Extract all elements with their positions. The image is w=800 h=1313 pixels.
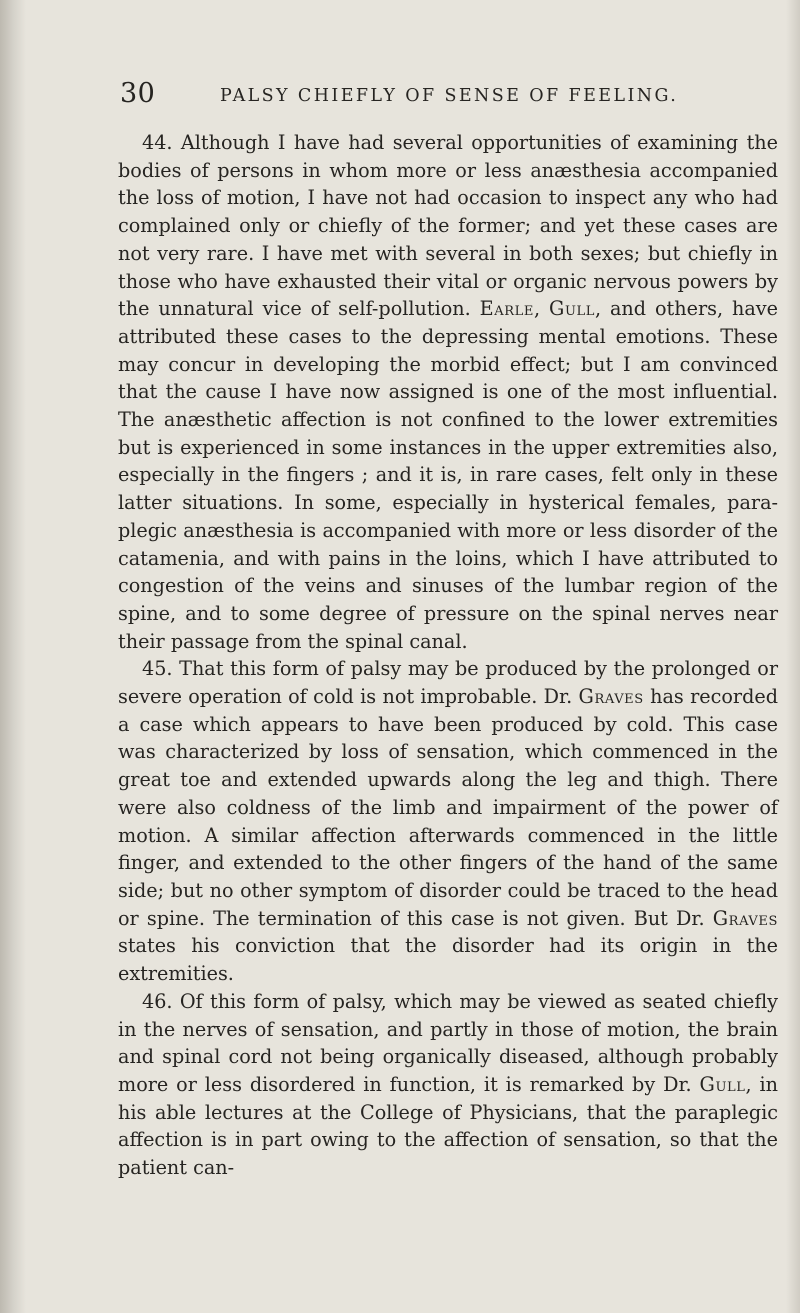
- author-name: Gull: [549, 297, 595, 321]
- running-head: PALSY CHIEFLY OF SENSE OF FEELING.: [220, 86, 679, 106]
- page-body: [118, 129, 778, 1182]
- paragraph-text: states his conviction that the disorder had its origin in the extremities.: [118, 934, 778, 986]
- page-header: [118, 74, 778, 114]
- paragraph-text: , in his able lectures at the College of Physicians, that the paraplegic affection is in part owing to the affection of sensation, so that the patient can-: [118, 1072, 778, 1180]
- author-name: Earle: [479, 297, 534, 321]
- page-edge-shadow: [786, 0, 800, 1313]
- paragraph-text: 45. That this form of palsy may be produced by the prolonged or severe operation of cold is not improbable. Dr.: [118, 657, 778, 709]
- author-name: Graves: [578, 685, 644, 709]
- book-page: [118, 74, 778, 1304]
- paragraph-text: , and others, have attributed these cases to the depressing mental emotions. These may concur in developing the morbid effect; but I am convinced that the cause I have now assigned is one of the most influential. The anæsthetic affection is not confined to the lower extremities but is experienced in some instances in the upper extremities also, especially in the fingers ; and it is, in rare cases, felt only in these latter situations. In some, especially in hysterical females, paraplegic anæsthesia is accompanied with more or less disorder of the catamenia, and with pains in the loins, which I have attributed to congestion of the veins and sinuses of the lumbar region of the spine, and to some degree of pressure on the spinal nerves near their passage from the spinal canal.: [118, 297, 779, 653]
- paragraph-text: 44. Although I have had several opportunities of examining the bodies of persons in whom more or less anæsthesia accompanied the loss of motion, I have not had occasion to inspect any who had complained only or chiefly of the former; and yet these cases are not very rare. I have met with several in both sexes; but chiefly in those who have exhausted their vital or organic nervous powers by the unnatural vice of self-pollution.: [118, 131, 778, 321]
- paragraph-text: ,: [533, 297, 550, 321]
- page-number: 30: [120, 78, 156, 109]
- author-name: Gull: [699, 1072, 746, 1096]
- author-name: Graves: [712, 906, 778, 930]
- paragraph-text: 46. Of this form of palsy, which may be viewed as seated chiefly in the nerves of sensation, and partly in those of motion, the brain and spinal cord not being organically diseased, although probably more or less disordered in function, it is remarked by Dr.: [118, 989, 778, 1096]
- paragraph-44: [118, 129, 778, 655]
- paragraph-46: [118, 988, 778, 1182]
- paragraph-45: [118, 655, 778, 987]
- paragraph-text: has recorded a case which appears to have been produced by cold. This case was characterized by loss of sensation, which commenced in the great toe and extended upwards along the leg and thigh. There were also coldness of the limb and impairment of the power of motion. A similar affection afterwards commenced in the little finger, and extended to the other fingers of the hand of the same side; but no other symptom of disorder could be traced to the head or spine. The termination of this case is not given. But Dr.: [118, 685, 778, 930]
- page-gutter-shadow: [0, 0, 26, 1313]
